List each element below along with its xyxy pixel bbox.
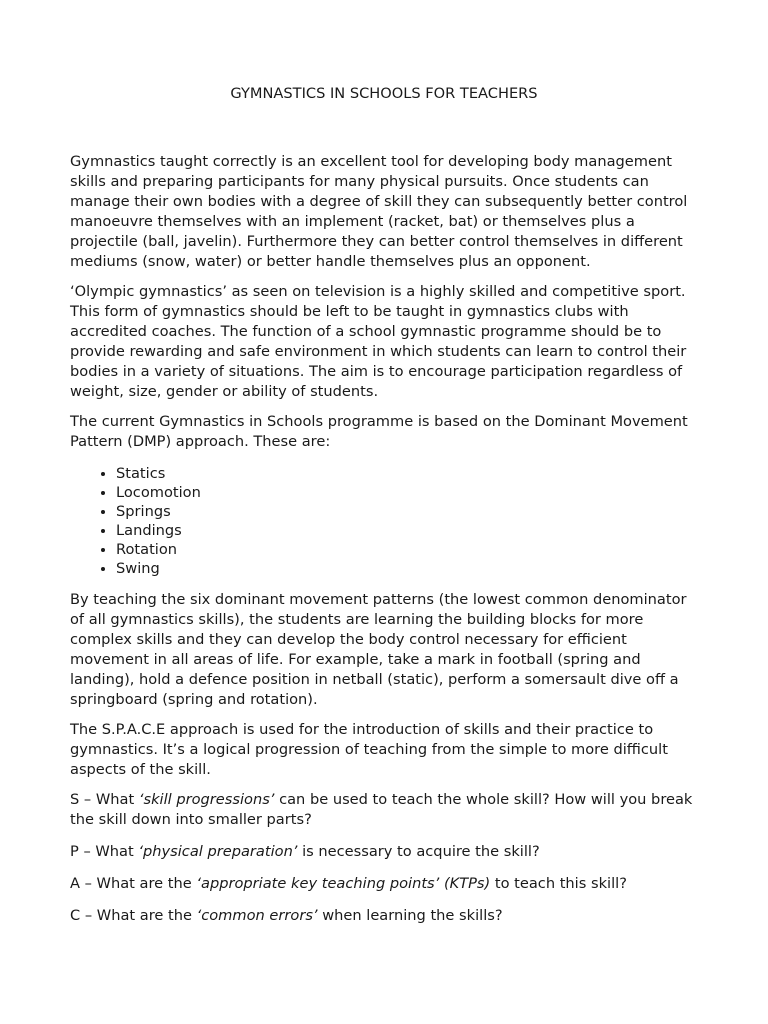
space-p-emphasis: ‘physical preparation’ — [138, 843, 298, 860]
list-item: • Locomotion — [116, 483, 698, 502]
space-p-prefix: P – What — [70, 843, 139, 860]
space-s-line — [70, 790, 698, 830]
space-intro-paragraph: The S.P.A.C.E approach is used for the introduction of skills and their practice to gymnastics. It’s a logical progression of teaching from the simple to more difficult aspects of the skill. — [70, 721, 668, 778]
space-a-line — [70, 874, 698, 894]
list-item: • Landings — [116, 521, 698, 540]
space-p-suffix: is necessary to acquire the skill? — [297, 843, 540, 860]
space-c-prefix: C – What are the — [70, 907, 197, 924]
olympic-paragraph: ‘Olympic gymnastics’ as seen on television is a highly skilled and competitive sport. This form of gymnastics should be left to be taught in gymnastics clubs with accredited coaches. The function of a school gymnastic programme should be to provide rewarding and safe environment in which students can learn to control their bodies in a variety of situations. The aim is to encourage participation regardless of weight, size, gender or ability of students. — [70, 283, 687, 400]
list-item: • Rotation — [116, 540, 698, 559]
space-c-line — [70, 906, 698, 926]
space-p-line — [70, 842, 698, 862]
page-title: GYMNASTICS IN SCHOOLS FOR TEACHERS — [230, 85, 538, 102]
space-a-prefix: A – What are the — [70, 875, 197, 892]
space-a-emphasis: ‘appropriate key teaching points’ (KTPs) — [196, 875, 491, 892]
space-s-prefix: S – What — [70, 791, 139, 808]
intro-paragraph: Gymnastics taught correctly is an excellent tool for developing body management skills and preparing participants for many physical pursuits. Once students can manage their own bodies with a degree of skill they can subsequently better control manoeuvre themselves with an implement (racket, bat) or themselves plus a projectile (ball, javelin). Furthermore they can better control themselves in different mediums (snow, water) or better handle themselves plus an opponent. — [70, 153, 688, 270]
list-item: • Springs — [116, 502, 698, 521]
space-c-emphasis: ‘common errors’ — [196, 907, 318, 924]
space-s-emphasis: ‘skill progressions’ — [138, 791, 275, 808]
space-a-suffix: to teach this skill? — [490, 875, 627, 892]
dmp-list — [70, 464, 698, 578]
space-s-suffix: can be used to teach the whole skill? How will you break the skill down into smaller parts? — [70, 791, 693, 828]
list-item: • Swing — [116, 559, 698, 578]
space-c-suffix: when learning the skills? — [317, 907, 503, 924]
list-item: • Statics — [116, 464, 698, 483]
dmp-explanation-paragraph: By teaching the six dominant movement patterns (the lowest common denominator of all gymnastics skills), the students are learning the building blocks for more complex skills and they can develop the body control necessary for efficient movement in all areas of life. For example, take a mark in football (spring and landing), hold a defence position in netball (static), perform a somersault dive off a springboard (spring and rotation). — [70, 591, 687, 708]
dmp-intro-paragraph: The current Gymnastics in Schools programme is based on the Dominant Movement Pattern (DMP) approach. These are: — [70, 413, 688, 450]
